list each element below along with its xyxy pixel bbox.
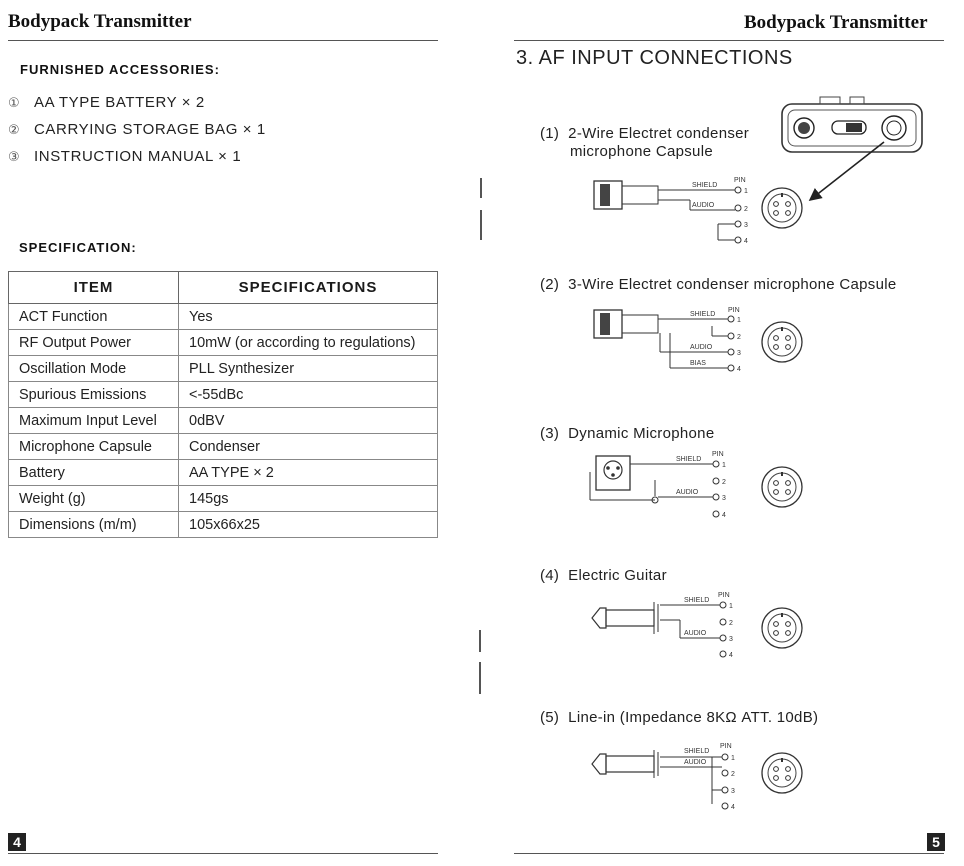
- table-row: Spurious Emissions <-55dBc: [9, 382, 438, 408]
- label-pin: PIN: [720, 743, 732, 750]
- label-pin: PIN: [718, 592, 730, 599]
- label-pin-1: 1: [729, 603, 733, 610]
- label-pin-4: 4: [744, 238, 748, 245]
- accessories-heading: FURNISHED ACCESSORIES:: [20, 62, 220, 77]
- diagram-dynamic: [590, 456, 802, 517]
- left-page-header: Bodypack Transmitter: [8, 11, 192, 32]
- label-pin-4: 4: [722, 512, 726, 519]
- accessory-item: ② CARRYING STORAGE BAG × 1: [8, 121, 266, 138]
- label-shield: SHIELD: [684, 748, 710, 755]
- accessory-item: ① AA TYPE BATTERY × 2: [8, 94, 205, 111]
- right-page-header: Bodypack Transmitter: [744, 12, 928, 33]
- table-row: ACT Function Yes: [9, 304, 438, 330]
- section-1-caption: (1) 2-Wire Electret condenser: [540, 125, 750, 142]
- section-title: 3. AF INPUT CONNECTIONS: [516, 47, 793, 69]
- label-pin-3: 3: [737, 350, 741, 357]
- label-pin-3: 3: [744, 222, 748, 229]
- table-row: Oscillation Mode PLL Synthesizer: [9, 356, 438, 382]
- label-pin-2: 2: [737, 334, 741, 341]
- left-page-number: 4: [8, 833, 26, 851]
- label-audio: AUDIO: [684, 759, 707, 766]
- section-3-caption: (3) Dynamic Microphone: [540, 425, 715, 442]
- col-spec-header: SPECIFICATIONS: [179, 272, 438, 304]
- table-row: Weight (g) 145gs: [9, 486, 438, 512]
- label-pin-3: 3: [722, 495, 726, 502]
- accessory-item: ③ INSTRUCTION MANUAL × 1: [8, 148, 242, 165]
- label-pin-2: 2: [731, 771, 735, 778]
- label-pin-4: 4: [731, 804, 735, 811]
- section-1-caption-line2: microphone Capsule: [570, 143, 713, 160]
- label-pin-1: 1: [737, 317, 741, 324]
- label-bias: BIAS: [690, 360, 706, 367]
- label-pin: PIN: [734, 177, 746, 184]
- label-shield: SHIELD: [684, 597, 710, 604]
- label-pin: PIN: [712, 451, 724, 458]
- section-5-caption: (5) Line-in (Impedance 8KΩ ATT. 10dB): [540, 709, 819, 726]
- label-shield: SHIELD: [692, 182, 718, 189]
- label-audio: AUDIO: [690, 344, 713, 351]
- table-row: Dimensions (m/m) 105x66x25: [9, 512, 438, 538]
- label-pin-2: 2: [729, 620, 733, 627]
- label-pin-1: 1: [744, 188, 748, 195]
- label-audio: AUDIO: [692, 202, 715, 209]
- section-4-caption: (4) Electric Guitar: [540, 567, 667, 584]
- table-row: Maximum Input Level 0dBV: [9, 408, 438, 434]
- right-page-number: 5: [927, 833, 945, 851]
- label-pin: PIN: [728, 307, 740, 314]
- col-item-header: ITEM: [9, 272, 179, 304]
- transmitter-top-illustration: [782, 97, 922, 200]
- label-pin-1: 1: [722, 462, 726, 469]
- label-audio: AUDIO: [676, 489, 699, 496]
- section-2-caption: (2) 3-Wire Electret condenser microphone Capsule: [540, 276, 897, 293]
- label-pin-4: 4: [737, 366, 741, 373]
- label-shield: SHIELD: [690, 311, 716, 318]
- label-pin-1: 1: [731, 755, 735, 762]
- label-pin-3: 3: [731, 788, 735, 795]
- label-audio: AUDIO: [684, 630, 707, 637]
- label-pin-2: 2: [722, 479, 726, 486]
- label-pin-3: 3: [729, 636, 733, 643]
- label-pin-2: 2: [744, 206, 748, 213]
- label-shield: SHIELD: [676, 456, 702, 463]
- table-row: Microphone Capsule Condenser: [9, 434, 438, 460]
- diagram-2wire: [594, 181, 802, 243]
- table-row: Battery AA TYPE × 2: [9, 460, 438, 486]
- label-pin-4: 4: [729, 652, 733, 659]
- specification-heading: SPECIFICATION:: [19, 240, 137, 255]
- table-row: RF Output Power 10mW (or according to regulations): [9, 330, 438, 356]
- right-footer-rule: [514, 853, 944, 854]
